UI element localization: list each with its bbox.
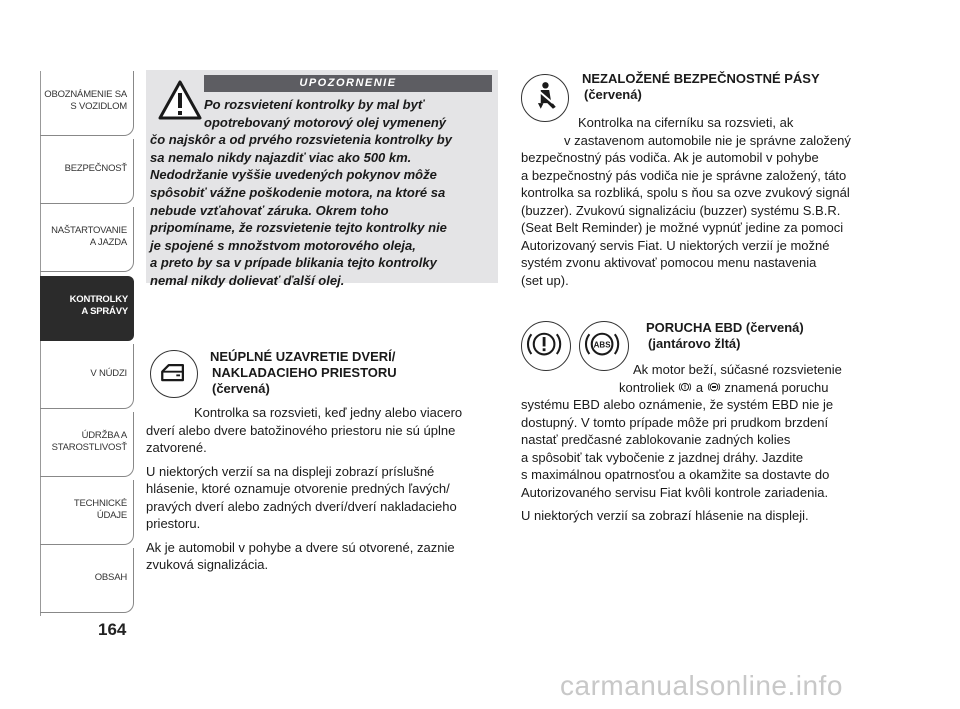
text-line: U niektorých verzií sa zobrazí hlásenie na displeji. [521,508,809,523]
tab-warning-lights[interactable] [40,276,134,341]
tab-technical-data[interactable] [40,480,134,545]
text-line: bezpečnostný pás vodiča. Ak je automobil v pohybe [521,150,819,165]
text-line: systém zvonu aktivovať pomocou menu nastavenia [521,255,817,270]
tab-label: BEZPEČNOSŤ [64,163,127,174]
inline-text: znamená poruchu [724,379,829,395]
text-line-icons [521,379,891,397]
inline-text: kontroliek [619,379,675,395]
tab-label: OBSAH [94,572,127,583]
heading-line: NEÚPLNÉ UZAVRETIE DVERÍ/ [210,349,396,364]
warning-line: sa nemalo nikdy najazdiť viac ako 500 km. [150,149,412,165]
heading-line: (červená) [584,87,642,102]
tab-label: NAŠTARTOVANIE [51,225,127,236]
warning-line: Nedodržanie vyššie uvedených pokynov môže [150,167,437,183]
text-line: U niektorých verzií sa na displeji zobrazí príslušné [146,463,435,479]
text-line: zvuková signalizácia. [146,557,269,572]
text-line: dverí alebo dvere batožinového priestoru nie sú úplne [146,422,456,438]
text-line: nastať predčasné zablokovanie zadných kolies [521,432,791,447]
door-icon-glyph [151,351,196,396]
text-line: Ak je automobil v pohybe a dvere sú otvorené, zaznie [146,539,455,555]
text-line: (set up). [521,272,569,288]
seatbelt-heading [582,71,882,103]
heading-line: PORUCHA EBD (červená) [646,320,804,335]
ebd-text [521,361,891,525]
warning-text [150,96,494,290]
tab-safety[interactable] [40,139,134,204]
text-line: pravých dverí alebo zadných dverí/dverí nakladacieho [146,498,457,514]
warning-line: spôsobiť vážne poškodenie motora, na ktoré sa [150,184,446,200]
text-line: Autorizovaného servisu Fiat kvôli kontrole zariadenia. [521,484,829,500]
watermark: carmanualsonline.info [560,670,843,701]
text-line: kontrolka sa rozbliká, spolu s ňou sa ozve zvukový signál [521,185,850,200]
door-heading [210,349,470,397]
text-line: Kontrolka na ciferníku sa rozsvieti, ak [578,115,794,130]
text-line: (buzzer). Zvukovú signalizáciu (buzzer) systému S.B.R. [521,202,841,218]
door-text [146,404,496,580]
text-line: hlásenie, ktoré oznamuje otvorenie predných ľavých/ [146,481,450,496]
tab-label: TECHNICKÉ [73,498,127,509]
seatbelt-text [521,114,891,289]
text-line: dostupný. V tomto prípade môže pri prudkom brzdení [521,414,829,430]
heading-line: NEZALOŽENÉ BEZPEČNOSTNÉ PÁSY [582,71,820,86]
heading-line: (jantárovo žltá) [648,336,741,351]
text-line: systému EBD alebo oznámenie, že systém EBD nie je [521,397,834,412]
text-line: Autorizovaný servis Fiat. U niektorých verzií je možné [521,237,830,253]
warning-line: Po rozsvietení kontrolky by mal byť [204,97,425,112]
tab-starting-driving[interactable] [40,207,134,272]
text-line: a bezpečnostný pás vodiča nie je správne založený, táto [521,167,847,183]
tab-maintenance[interactable] [40,412,134,477]
text-line: a spôsobiť tak vybočenie z jazdnej dráhy. Jazdite [521,449,804,465]
warning-line: a preto by sa v prípade blikania tejto kontrolky [150,255,437,271]
tab-getting-to-know[interactable] [40,71,134,136]
warning-title: UPOZORNENIE [204,75,492,92]
text-line: v zastavenom automobile nie je správne založený [564,132,851,148]
warning-line: je spojené s množstvom motorového oleja, [150,237,416,253]
tab-label: ÚDRŽBA A [81,430,127,441]
tab-label: KONTROLKY [69,294,128,305]
heading-line: (červená) [212,381,270,396]
text-line: zatvorené. [146,440,207,455]
tab-emergency[interactable] [40,344,134,409]
page-number: 164 [98,620,127,639]
text-line: (Seat Belt Reminder) je možné vypnúť jedine za pomoci [521,220,844,235]
warning-line: nemal nikdy dolievať ďalší olej. [150,272,345,288]
text-line: Kontrolka sa rozsvieti, keď jedny alebo viacero [194,405,463,420]
tab-label: OBOZNÁMENIE SA [44,89,127,100]
tab-label: A JAZDA [89,237,127,248]
tab-label: V NÚDZI [90,368,127,379]
warning-line: nebude vzťahovať záruka. Okrem toho [150,202,389,218]
tab-label: A SPRÁVY [81,306,128,317]
text-line: priestoru. [146,516,201,531]
tab-label: S VOZIDLOM [70,101,127,112]
text-line: Ak motor beží, súčasné rozsvietenie [633,362,842,377]
abs-inline-icon [707,381,721,393]
warning-line: čo najskôr a od prvého rozsvietenia kontrolky by [150,132,452,148]
ebd-heading [646,320,886,352]
inline-text: a [695,379,704,395]
tab-label: STAROSTLIVOSŤ [51,442,127,453]
abs-label: ABS [593,340,611,350]
tab-contents[interactable] [40,548,134,613]
tab-label: ÚDAJE [96,510,127,521]
warning-line: opotrebovaný motorový olej vymenený [204,114,447,130]
brake-inline-icon [678,381,692,393]
heading-line: NAKLADACIEHO PRIESTORU [212,365,397,380]
warning-box [146,70,498,288]
door-open-icon [150,350,198,398]
text-line: s maximálnou opatrnosťou a okamžite sa dostavte do [521,467,830,482]
warning-line: pripomíname, že rozsvietenie tejto kontrolky nie [150,220,447,236]
